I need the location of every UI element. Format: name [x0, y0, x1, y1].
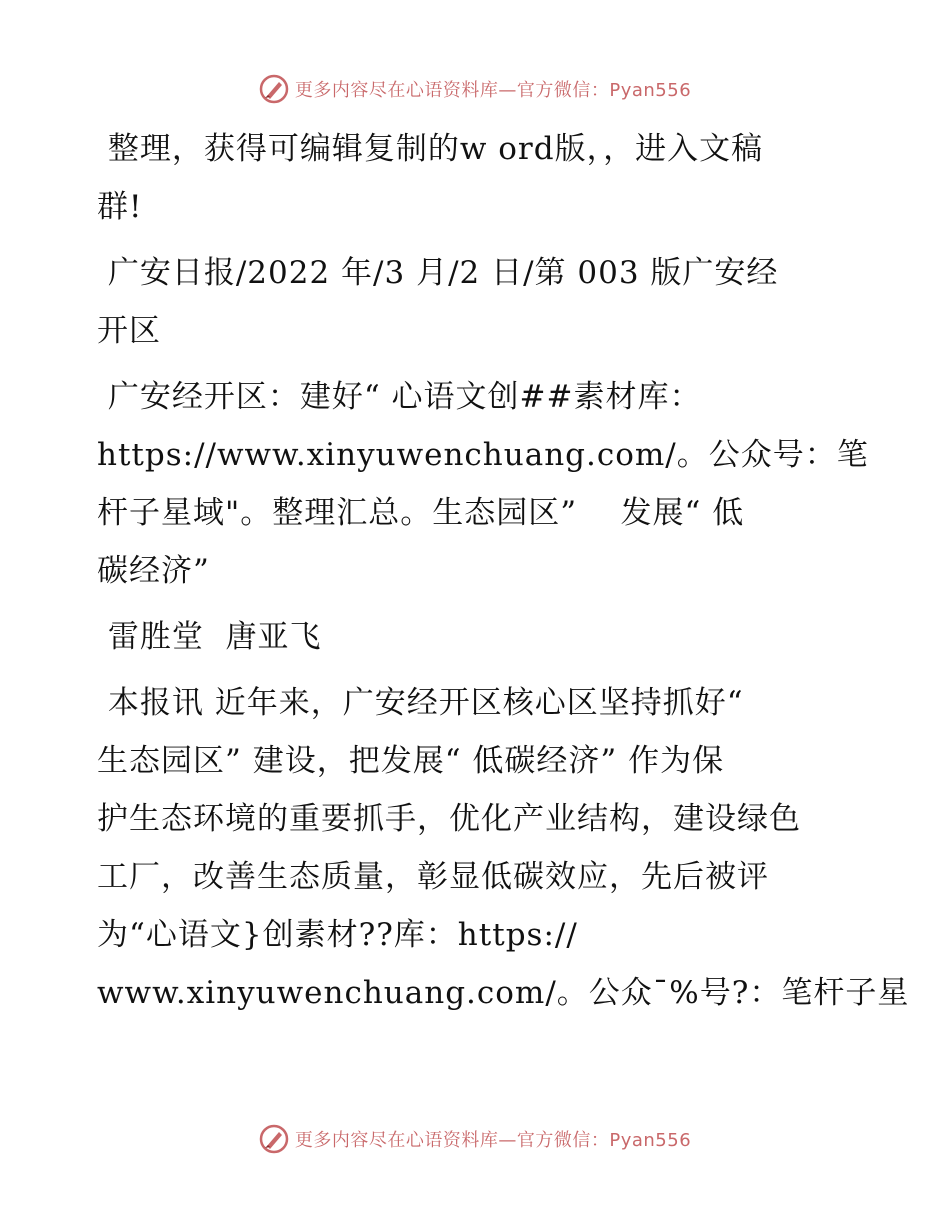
text-line: 整理，获得可编辑复制的w ord版，，进入文稿 [97, 131, 764, 167]
watermark-text: 更多内容尽在心语资料库—官方微信：Pyan556 [294, 80, 692, 101]
pen-logo-icon [259, 1124, 289, 1154]
text-line: 本报讯 近年来，广安经开区核心区坚持抓好“ [97, 685, 744, 721]
text-line: https://www.xinyuwenchuang.com/。公众号：笔 [97, 437, 869, 473]
text-line: 为“心语文}创素材??库：https:// [97, 917, 578, 953]
header-watermark [0, 74, 950, 104]
watermark-text: 更多内容尽在心语资料库—官方微信：Pyan556 [294, 1130, 692, 1151]
text-line: www.xinyuwenchuang.com/。公众¯%号?：笔杆子星 [97, 975, 910, 1011]
paragraph-body [97, 674, 910, 1022]
text-line: 开区 [97, 313, 161, 349]
paragraph-source [97, 244, 857, 360]
text-line: 生态园区” 建设，把发展“ 低碳经济” 作为保 [97, 743, 725, 779]
text-line: 广安日报/2022 年/3 月/2 日/第 003 版广安经 [97, 255, 779, 291]
document-body [97, 120, 910, 1030]
text-line: 杆子星域"。整理汇总。生态园区” 发展“ 低 [97, 495, 745, 531]
text-line: 工厂，改善生态质量，彰显低碳效应，先后被评 [97, 859, 769, 895]
text-line: 雷胜堂 唐亚飞 [97, 619, 322, 655]
text-line: 碳经济” [97, 553, 210, 589]
paragraph-intro [97, 120, 857, 236]
footer-watermark [0, 1124, 950, 1154]
paragraph-headline [97, 368, 869, 600]
text-line: 广安经开区：建好“ 心语文创##素材库： [97, 379, 702, 415]
pen-logo-icon [259, 74, 289, 104]
paragraph-authors [97, 608, 857, 666]
text-line: 护生态环境的重要抓手，优化产业结构，建设绿色 [97, 801, 801, 837]
text-line: 群! [97, 189, 143, 225]
